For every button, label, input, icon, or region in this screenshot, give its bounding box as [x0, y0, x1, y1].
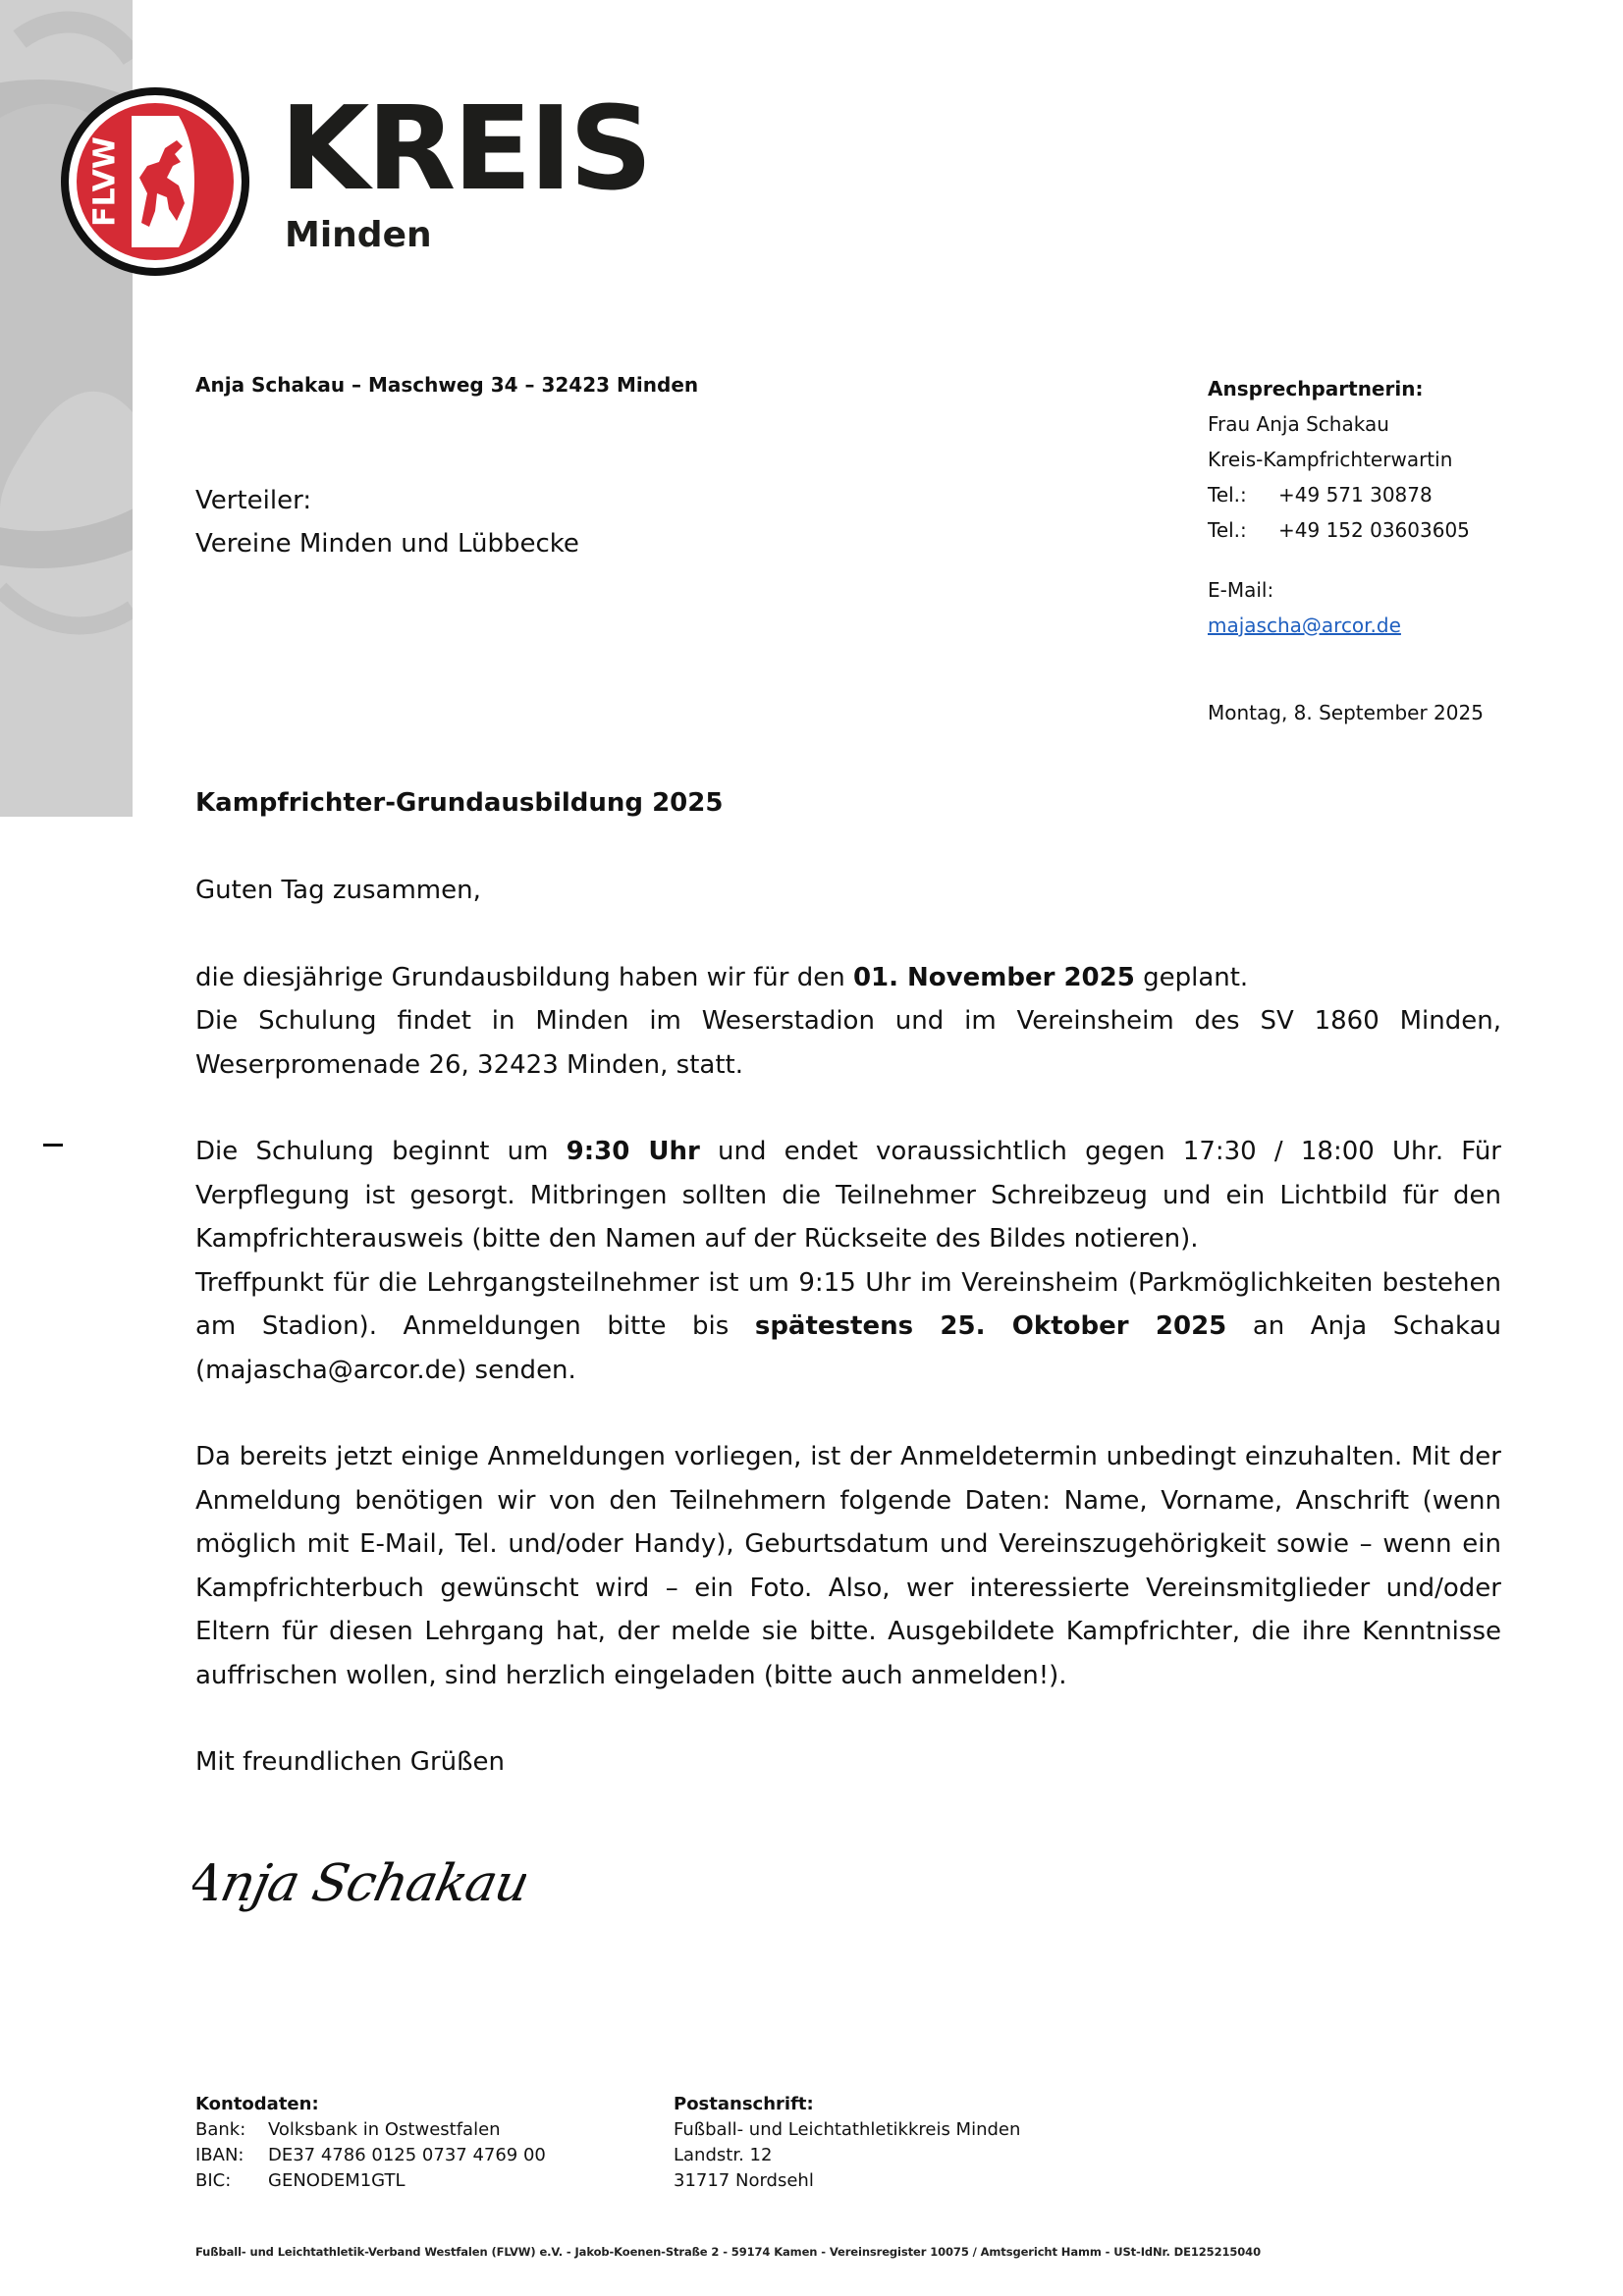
tel-label: Tel.:	[1208, 483, 1247, 507]
letter-subject: Kampfrichter-Grundausbildung 2025	[195, 788, 724, 818]
tel1-value: +49 571 30878	[1278, 483, 1433, 507]
recipient-line1: Verteiler:	[195, 486, 312, 515]
flvw-logo	[57, 83, 253, 284]
contact-tel1	[1208, 477, 1470, 512]
registration-deadline: spätestens 25. Oktober 2025	[754, 1311, 1227, 1341]
contact-tel2	[1208, 512, 1470, 548]
brand-region: Minden	[285, 215, 432, 255]
email-label: E-Mail:	[1208, 578, 1274, 602]
brand-wordmark: KREIS	[280, 80, 650, 216]
iban-value: DE37 4786 0125 0737 4769 00	[268, 2145, 546, 2165]
bic-value: GENODEM1GTL	[268, 2170, 406, 2191]
svg-text:Anja Schakau: Anja Schakau	[192, 1853, 526, 1913]
paragraph-schedule: Die Schulung beginnt um 9:30 Uhr und endet voraussichtlich gegen 17:30 / 18:00 Uhr. Für Verpflegung ist gesorgt. Mitbringen sollten die Teilnehmer Schreibzeug und ein Lichtbild für den Kampfrichterausweis (bitte den Namen auf der Rückseite des Bildes notieren).	[195, 1137, 1501, 1254]
footer-postal	[674, 2092, 1020, 2194]
letter-date: Montag, 8. September 2025	[1208, 701, 1484, 724]
contact-role: Kreis-Kampfrichterwartin	[1208, 448, 1453, 471]
tel2-value: +49 152 03603605	[1278, 518, 1470, 542]
post-heading: Postanschrift:	[674, 2094, 814, 2114]
post-line3: 31717 Nordsehl	[674, 2170, 814, 2191]
logo-text: FLVW	[87, 136, 123, 227]
paragraph-location: Die Schulung findet in Minden im Weserstadion und im Vereinsheim des SV 1860 Minden, Weserpromenade 26, 32423 Minden, statt.	[195, 1006, 1501, 1080]
closing: Mit freundlichen Grüßen	[195, 1747, 505, 1777]
paragraph-date: die diesjährige Grundausbildung haben wir für den 01. November 2025 geplant.	[195, 962, 1249, 992]
contact-name: Frau Anja Schakau	[1208, 412, 1389, 436]
legal-footer: Fußball- und Leichtathletik-Verband Westfalen (FLVW) e.V. - Jakob-Koenen-Straße 2 - 59174 Kamen - Vereinsregister 10075 / Amtsgericht Hamm - USt-IdNr. DE125215040	[195, 2245, 1261, 2259]
contact-heading: Ansprechpartnerin:	[1208, 377, 1424, 400]
post-line1: Fußball- und Leichtathletikkreis Minden	[674, 2119, 1021, 2140]
contact-block	[1208, 371, 1470, 643]
return-address: Anja Schakau – Maschweg 34 – 32423 Minden	[195, 373, 699, 397]
tel-label: Tel.:	[1208, 518, 1247, 542]
bank-name: Volksbank in Ostwestfalen	[268, 2119, 501, 2140]
email-link[interactable]: majascha@arcor.de	[1208, 614, 1401, 637]
letter-body	[195, 869, 1501, 1785]
greeting: Guten Tag zusammen,	[195, 876, 481, 905]
start-time: 9:30 Uhr	[566, 1137, 700, 1166]
bank-heading: Kontodaten:	[195, 2094, 319, 2114]
post-line2: Landstr. 12	[674, 2145, 773, 2165]
footer-bank: Kontodaten: Bank: Volksbank in Ostwestfalen IBAN: DE37 4786 0125 0737 4769 00 BIC: GENODEM1GTL	[195, 2094, 546, 2191]
paragraph-registration: Treffpunkt für die Lehrgangsteilnehmer ist um 9:15 Uhr im Vereinsheim (Parkmöglichkeiten bestehen am Stadion). Anmeldungen bitte bis spätestens 25. Oktober 2025 an Anja Schakau (majascha@arcor.de) senden.	[195, 1267, 1502, 1385]
fold-mark	[43, 1144, 63, 1147]
recipient-block	[195, 479, 579, 565]
paragraph-requirements: Da bereits jetzt einige Anmeldungen vorliegen, ist der Anmeldetermin unbedingt einzuhalten. Mit der Anmeldung benötigen wir von den Teilnehmern folgende Daten: Name, Vorname, Anschrift (wenn möglich mit E-Mail, Tel. und/oder Handy), Geburtsdatum und Vereinszugehörigkeit sowie – wenn ein Kampfrichterbuch gewünscht wird – ein Foto. Also, wer interessierte Vereinsmitglieder und/oder Eltern für diesen Lehrgang hat, der melde sie bitte. Ausgebildete Kampfrichter, die ihre Kenntnisse auffrischen wollen, sind herzlich eingeladen (bitte auch anmelden!).	[195, 1442, 1501, 1690]
course-date: 01. November 2025	[852, 962, 1135, 992]
recipient-line2: Vereine Minden und Lübbecke	[195, 529, 579, 559]
handwritten-signature	[192, 1853, 526, 1928]
